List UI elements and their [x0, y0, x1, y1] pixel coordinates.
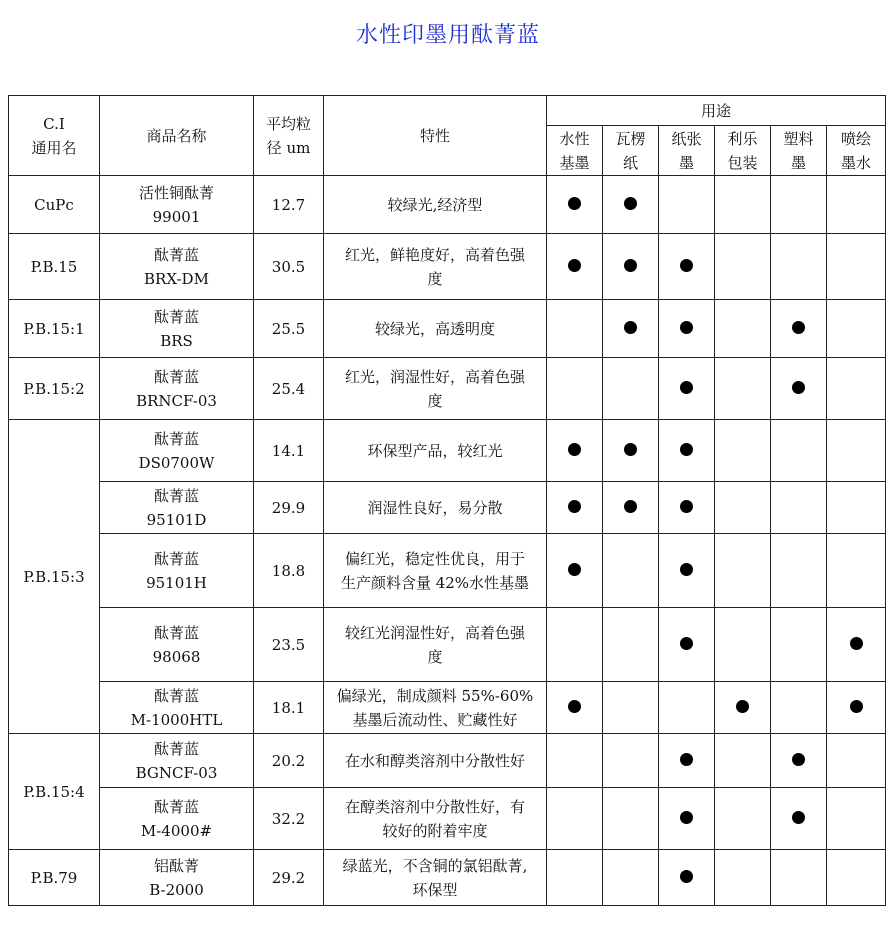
table-row: [9, 734, 886, 788]
use-cell: [547, 176, 603, 234]
usage-dot-icon: [680, 811, 693, 824]
usage-dot-icon: [792, 811, 805, 824]
use-cell: [715, 534, 771, 608]
particle-size: 14.1: [254, 420, 324, 482]
use-cell: [827, 420, 886, 482]
use-cell: [603, 300, 659, 358]
usage-dot-icon: [568, 500, 581, 513]
use-cell: [715, 234, 771, 300]
usage-dot-icon: [680, 563, 693, 576]
ci-name: P.B.79: [9, 850, 100, 906]
particle-size: 25.4: [254, 358, 324, 420]
header-use-3: 利乐 包装: [715, 126, 771, 176]
usage-dot-icon: [736, 700, 749, 713]
header-product: 商品名称: [100, 96, 254, 176]
use-cell: [547, 682, 603, 734]
particle-size: 12.7: [254, 176, 324, 234]
use-cell: [715, 300, 771, 358]
product-name: 酞菁蓝 95101D: [100, 482, 254, 534]
ci-name: P.B.15:1: [9, 300, 100, 358]
ci-name: P.B.15: [9, 234, 100, 300]
usage-dot-icon: [850, 700, 863, 713]
use-cell: [827, 682, 886, 734]
use-cell: [827, 788, 886, 850]
use-cell: [659, 788, 715, 850]
particle-size: 20.2: [254, 734, 324, 788]
use-cell: [715, 788, 771, 850]
use-cell: [659, 300, 715, 358]
use-cell: [827, 300, 886, 358]
header-use-0: 水性 基墨: [547, 126, 603, 176]
usage-dot-icon: [680, 259, 693, 272]
use-cell: [603, 850, 659, 906]
feature-text: 绿蓝光，不含铜的氯铝酞菁, 环保型: [324, 850, 547, 906]
feature-text: 较红光润湿性好，高着色强 度: [324, 608, 547, 682]
use-cell: [547, 358, 603, 420]
header-ci: C.I 通用名: [9, 96, 100, 176]
use-cell: [603, 482, 659, 534]
use-cell: [715, 608, 771, 682]
pigment-table: [8, 95, 886, 906]
product-name: 酞菁蓝 DS0700W: [100, 420, 254, 482]
particle-size: 25.5: [254, 300, 324, 358]
use-cell: [827, 850, 886, 906]
table-row: [9, 850, 886, 906]
usage-dot-icon: [568, 700, 581, 713]
use-cell: [547, 608, 603, 682]
table-row: [9, 234, 886, 300]
use-cell: [659, 850, 715, 906]
use-cell: [827, 534, 886, 608]
use-cell: [771, 534, 827, 608]
use-cell: [771, 788, 827, 850]
use-cell: [771, 850, 827, 906]
use-cell: [603, 234, 659, 300]
feature-text: 在醇类溶剂中分散性好，有 较好的附着牢度: [324, 788, 547, 850]
feature-text: 红光，鲜艳度好，高着色强 度: [324, 234, 547, 300]
particle-size: 18.8: [254, 534, 324, 608]
particle-size: 23.5: [254, 608, 324, 682]
usage-dot-icon: [680, 753, 693, 766]
table-row: [9, 300, 886, 358]
product-name: 酞菁蓝 BRS: [100, 300, 254, 358]
usage-dot-icon: [792, 321, 805, 334]
use-cell: [715, 420, 771, 482]
ci-name: P.B.15:3: [9, 420, 100, 734]
use-cell: [547, 788, 603, 850]
use-cell: [715, 358, 771, 420]
use-cell: [715, 850, 771, 906]
usage-dot-icon: [568, 259, 581, 272]
ci-name: P.B.15:2: [9, 358, 100, 420]
usage-dot-icon: [624, 500, 637, 513]
feature-text: 偏红光，稳定性优良，用于 生产颜料含量 42%水性基墨: [324, 534, 547, 608]
product-name: 酞菁蓝 M-4000#: [100, 788, 254, 850]
header-use-4: 塑料 墨: [771, 126, 827, 176]
feature-text: 在水和醇类溶剂中分散性好: [324, 734, 547, 788]
use-cell: [827, 608, 886, 682]
use-cell: [603, 788, 659, 850]
header-feature: 特性: [324, 96, 547, 176]
use-cell: [659, 482, 715, 534]
use-cell: [547, 300, 603, 358]
use-cell: [603, 734, 659, 788]
feature-text: 润湿性良好，易分散: [324, 482, 547, 534]
ci-name: P.B.15:4: [9, 734, 100, 850]
use-cell: [603, 420, 659, 482]
use-cell: [827, 482, 886, 534]
use-cell: [659, 682, 715, 734]
feature-text: 偏绿光，制成颜料 55%-60% 基墨后流动性、贮藏性好: [324, 682, 547, 734]
use-cell: [771, 358, 827, 420]
usage-dot-icon: [680, 500, 693, 513]
use-cell: [603, 176, 659, 234]
header-size: 平均粒 径 um: [254, 96, 324, 176]
product-name: 酞菁蓝 BRNCF-03: [100, 358, 254, 420]
usage-dot-icon: [680, 381, 693, 394]
table-row: [9, 482, 886, 534]
table-row: [9, 534, 886, 608]
use-cell: [715, 682, 771, 734]
header-usage: 用途: [547, 96, 886, 126]
product-name: 活性铜酞菁 99001: [100, 176, 254, 234]
use-cell: [771, 734, 827, 788]
feature-text: 红光，润湿性好，高着色强 度: [324, 358, 547, 420]
usage-dot-icon: [568, 197, 581, 210]
use-cell: [771, 176, 827, 234]
table-row: [9, 358, 886, 420]
usage-dot-icon: [624, 443, 637, 456]
use-cell: [659, 420, 715, 482]
table-row: [9, 682, 886, 734]
use-cell: [603, 358, 659, 420]
use-cell: [827, 358, 886, 420]
usage-dot-icon: [568, 563, 581, 576]
usage-dot-icon: [792, 753, 805, 766]
use-cell: [547, 850, 603, 906]
usage-dot-icon: [568, 443, 581, 456]
use-cell: [771, 482, 827, 534]
usage-dot-icon: [624, 197, 637, 210]
use-cell: [771, 234, 827, 300]
use-cell: [547, 482, 603, 534]
product-name: 铝酞菁 B-2000: [100, 850, 254, 906]
table-row: [9, 176, 886, 234]
use-cell: [771, 682, 827, 734]
particle-size: 32.2: [254, 788, 324, 850]
feature-text: 环保型产品，较红光: [324, 420, 547, 482]
use-cell: [659, 358, 715, 420]
use-cell: [603, 534, 659, 608]
ci-name: CuPc: [9, 176, 100, 234]
usage-dot-icon: [792, 381, 805, 394]
use-cell: [659, 734, 715, 788]
use-cell: [715, 176, 771, 234]
use-cell: [771, 420, 827, 482]
usage-dot-icon: [624, 259, 637, 272]
usage-dot-icon: [850, 637, 863, 650]
use-cell: [771, 608, 827, 682]
use-cell: [659, 234, 715, 300]
product-name: 酞菁蓝 95101H: [100, 534, 254, 608]
use-cell: [659, 608, 715, 682]
table-row: [9, 788, 886, 850]
table-row: [9, 608, 886, 682]
header-use-2: 纸张 墨: [659, 126, 715, 176]
use-cell: [715, 482, 771, 534]
usage-dot-icon: [624, 321, 637, 334]
use-cell: [827, 176, 886, 234]
use-cell: [547, 534, 603, 608]
particle-size: 18.1: [254, 682, 324, 734]
use-cell: [827, 734, 886, 788]
particle-size: 29.9: [254, 482, 324, 534]
use-cell: [771, 300, 827, 358]
table-row: [9, 420, 886, 482]
use-cell: [827, 234, 886, 300]
feature-text: 较绿光,经济型: [324, 176, 547, 234]
usage-dot-icon: [680, 870, 693, 883]
usage-dot-icon: [680, 443, 693, 456]
use-cell: [659, 534, 715, 608]
header-use-1: 瓦楞 纸: [603, 126, 659, 176]
product-name: 酞菁蓝 M-1000HTL: [100, 682, 254, 734]
use-cell: [715, 734, 771, 788]
product-name: 酞菁蓝 98068: [100, 608, 254, 682]
particle-size: 29.2: [254, 850, 324, 906]
particle-size: 30.5: [254, 234, 324, 300]
feature-text: 较绿光，高透明度: [324, 300, 547, 358]
product-name: 酞菁蓝 BRX-DM: [100, 234, 254, 300]
use-cell: [547, 234, 603, 300]
page-title: 水性印墨用酞菁蓝: [355, 23, 540, 48]
use-cell: [547, 734, 603, 788]
usage-dot-icon: [680, 637, 693, 650]
use-cell: [603, 682, 659, 734]
use-cell: [659, 176, 715, 234]
usage-dot-icon: [680, 321, 693, 334]
header-use-5: 喷绘 墨水: [827, 126, 886, 176]
use-cell: [547, 420, 603, 482]
use-cell: [603, 608, 659, 682]
product-name: 酞菁蓝 BGNCF-03: [100, 734, 254, 788]
